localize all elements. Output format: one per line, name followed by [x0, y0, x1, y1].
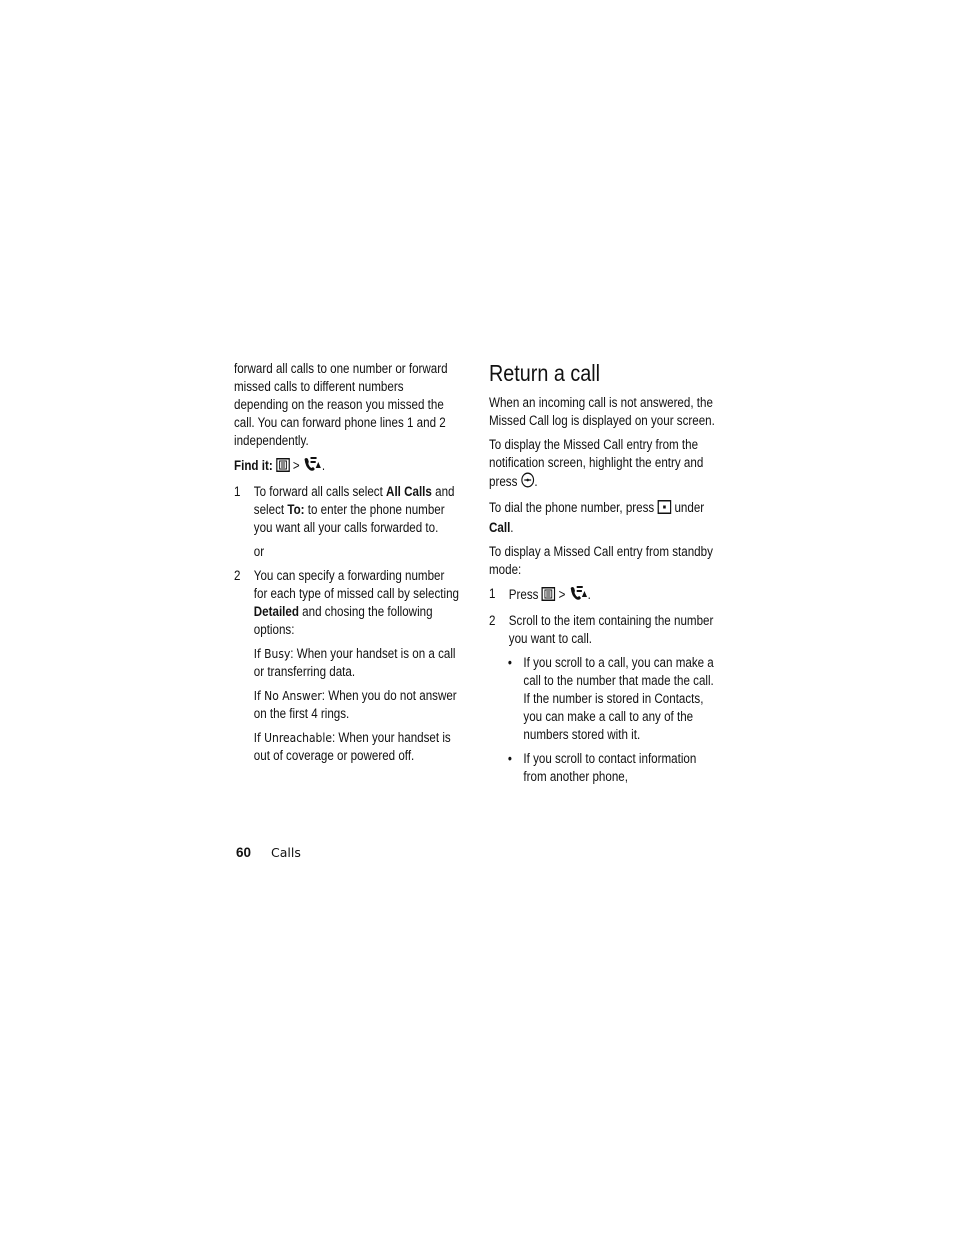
- find-it-end: .: [321, 458, 326, 473]
- find-it-label: Find it:: [234, 458, 273, 473]
- menu-key-icon: [542, 587, 556, 606]
- recent-calls-icon: [303, 456, 322, 477]
- page-number: 60: [236, 845, 252, 860]
- all-calls-option: All Calls: [386, 484, 432, 499]
- menu-key-icon: [276, 458, 290, 477]
- paragraph-text: .: [534, 474, 538, 489]
- right-column: [489, 360, 719, 792]
- left-column: [234, 360, 460, 771]
- soft-key-icon: [657, 500, 671, 519]
- option-text: : When you do not answer on the first 4 rings.: [253, 688, 457, 721]
- step-text: and select: [253, 484, 455, 517]
- paragraph-missed-call-log: When an incoming call is not answered, the Missed Call log is displayed on your screen.: [489, 395, 715, 428]
- step-text: You can specify a forwarding number for each type of missed call by selecting: [253, 568, 459, 601]
- bullet-text: If you scroll to contact information from another phone,: [523, 751, 697, 784]
- step-text: To forward all calls select: [253, 484, 387, 499]
- bullet-marker: •: [507, 655, 512, 670]
- step-text: Scroll to the item containing the number you want to call.: [508, 613, 714, 646]
- option-if-unreachable: [234, 729, 459, 765]
- paragraph-text: To dial the phone number, press: [489, 500, 658, 515]
- bullet-item: [489, 750, 718, 786]
- step-text: to enter the phone number you want all your calls forwarded to.: [253, 502, 445, 535]
- paragraph-text: To display the Missed Call entry from the notification screen, highlight the entry and press: [489, 437, 704, 489]
- option-label: If Busy: [253, 646, 291, 661]
- to-option: To:: [287, 502, 305, 517]
- forward-step-2: [234, 567, 459, 639]
- option-if-no-answer: [234, 687, 459, 723]
- bullet-marker: •: [507, 751, 512, 766]
- return-step-1: [489, 585, 718, 606]
- option-text: : When your handset is on a call or transferring data.: [253, 646, 456, 679]
- step-text: Press: [508, 587, 542, 602]
- step-end: .: [587, 587, 591, 602]
- option-label: If No Answer: [253, 688, 322, 703]
- recent-calls-icon: [569, 585, 588, 606]
- bullet-text: If you scroll to a call, you can make a call to the number that made the call. If the number is stored in Contacts, you can make a call to any of the numbers stored with it.: [523, 655, 714, 742]
- option-text: : When your handset is out of coverage or powered off.: [253, 730, 451, 763]
- step-number: 2: [234, 568, 241, 583]
- call-label: Call: [489, 520, 511, 535]
- center-select-key-icon: [521, 472, 538, 493]
- paragraph-notification: [489, 436, 718, 493]
- bullet-item: [489, 654, 718, 744]
- paragraph-text: .: [510, 520, 514, 535]
- option-label: If Unreachable: [253, 730, 332, 745]
- page-footer: [236, 844, 301, 862]
- return-step-2: [489, 612, 718, 648]
- or-text: or: [253, 544, 265, 559]
- intro-paragraph: forward all calls to one number or forward missed calls to different numbers depending on the reason you missed the call. You can forward phone lines 1 and 2 independently.: [234, 361, 448, 448]
- paragraph-dial: [489, 499, 718, 537]
- step-number: 2: [489, 613, 496, 628]
- step-number: 1: [489, 586, 496, 601]
- forward-step-1: [234, 483, 459, 537]
- step-number: 1: [234, 484, 241, 499]
- paragraph-text: under: [671, 500, 705, 515]
- find-it-separator: >: [292, 458, 300, 473]
- option-if-busy: [234, 645, 459, 681]
- section-name: Calls: [271, 845, 301, 860]
- find-it-line: [234, 456, 459, 477]
- step-separator: >: [558, 587, 566, 602]
- detailed-option: Detailed: [253, 604, 299, 619]
- step-text: and chosing the following options:: [253, 604, 433, 637]
- section-heading: Return a call: [489, 360, 601, 386]
- paragraph-standby: To display a Missed Call entry from standby mode:: [489, 544, 713, 577]
